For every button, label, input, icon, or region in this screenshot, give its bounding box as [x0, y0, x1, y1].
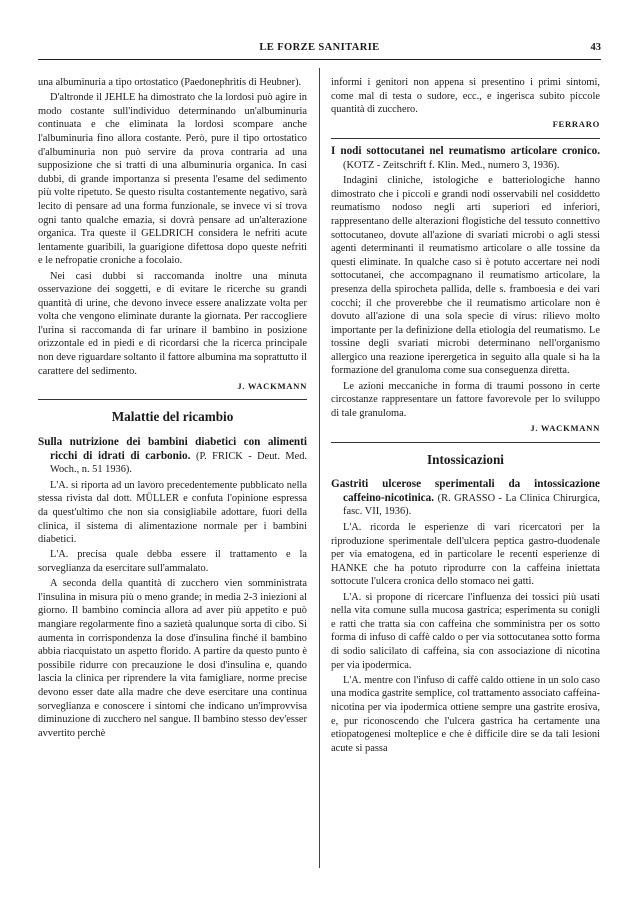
section-rule — [331, 138, 600, 139]
page-number: 43 — [590, 42, 601, 53]
article-title-text: Gastriti ulcerose sperimentali da intossicazione caffeino-nicotinica. — [331, 478, 600, 504]
author-signature: J. WACKMANN — [530, 423, 600, 434]
article-title — [331, 145, 600, 172]
article-title — [331, 478, 600, 519]
section-heading: Intossicazioni — [427, 451, 504, 467]
paragraph: L'A. ricorda le esperienze di vari ricercatori per la riproduzione sperimentale dell'ulcera peptica gastro-duodenale per via ematogena, ed in particolare le recenti esperienze di HANKE che ha potuto riprodurre con la caffeina iniettata sottocute l'ulcera cronica dello stomaco nei gatti. — [331, 522, 600, 588]
article-citation: (KOTZ - Zeitschrift f. Klin. Med., numero 3, 1936). — [343, 159, 560, 171]
paragraph: A seconda della quantità di zucchero vien somministrata l'insulina in misura più o meno grande; in media 2-3 iniezioni al giorno. Il bambino comincia allora ad aver più appetito e può mangiare regolarmente fino a sazietà qualunque sorta di cibo. Si aumenta in corrispondenza la dose d'insulina finché il bambino abbia riacquistato un aspetto florido. A partire da questo punto è possibile ridurre con precauzione le dosi d'insulina e, quando lascia la clinica per riprendere la vita famigliare, norme precise devono esser date alla madre che deve esercitare una continua sorveglianza e conoscere i sintomi che indicano un'improvvisa diminuzione di zucchero nel sangue. Il bambino stesso dev'esser avvertito perchè — [38, 578, 307, 739]
section-heading: Malattie del ricambio — [111, 409, 234, 425]
paragraph: una albuminuria a tipo ortostatico (Paedonephritis di Heubner). — [38, 77, 302, 88]
header-title: LE FORZE SANITARIE — [259, 42, 380, 53]
article-citation: (P. FRICK - Deut. Med. Woch., n. 51 1936). — [50, 450, 308, 476]
article-title-text: Sulla nutrizione dei bambini diabetici con alimenti ricchi di idrati di carbonio. — [38, 436, 307, 462]
right-column — [331, 76, 600, 757]
paragraph: D'altronde il JEHLE ha dimostrato che la lordosi può agire in modo costante sull'individuo determinando un'albuminuria continuata e che eliminata la lordosi scompare anche l'albuminuria fino allora costante. Però, pure il tipo ortostatico d'albuminuria non può servire da prova contraria ad una supposizione che si tratti di una albuminuria organica. In casi dubbi, di grande importanza si presenta l'esame del sedimento più volte ripetuto. Se questo risulta costantemente negativo, sarà lecito di pensare ad una forma funzionale, se invece vi si trova ogni tanto qualche emazia, si dovrà pensare ad un'alterazione organica. Tra queste il GELDRICH considera le nefriti acute lentamente guaribili, la guarigione difettosa dopo queste nefriti e le nefropatie croniche a focolaio. — [38, 92, 307, 267]
author-signature: FERRARO — [552, 119, 600, 130]
paragraph: L'A. si propone di ricercare l'influenza dei tossici più usati nella vita comune sulla mucosa gastrica; esperimenta su conigli e ratti che tratta sia con caffeina che somministra per os sotto forma di infuso di caffè caldo o per via sottocutanea sotto forma di sodio salicilato di caffeina, sia con associazione di nicotina per via ipodermica. — [331, 591, 600, 671]
paragraph: L'A. precisa quale debba essere il trattamento e la sorveglianza da esercitare sull'ammalato. — [38, 549, 307, 574]
header-rule — [38, 59, 601, 60]
paragraph: Le azioni meccaniche in forma di traumi possono in certe circostanze rappresentare un fattore favorevole per lo sviluppo di tale granuloma. — [331, 380, 600, 419]
left-column — [38, 76, 307, 742]
paragraph: L'A. mentre con l'infuso di caffè caldo ottiene in un solo caso una modica gastrite semplice, col trattamento associato caffeina-nicotina per via ipodermica ottiene sempre una gastrite erosiva, e, pur riconoscendo che l'ulcera gastrica ha certamente una etiopatogenesi molteplice e che è difficile dire se da tali lesioni acute si passa — [331, 674, 600, 754]
running-head — [38, 42, 601, 56]
paragraph: L'A. si riporta ad un lavoro precedentemente pubblicato nella stessa rivista dal dott. MÜLLER e confuta l'opinione espressa da quest'ultimo che non sia consigliabile adottare, fuori della clinica, il sistema di alimentazione normale per i bambini diabetici. — [38, 479, 307, 546]
paragraph: informi i genitori non appena si presentino i primi sintomi, come mal di testa o sudore, ecc., e ingerisca subito piccole quantità di zucchero. — [331, 77, 600, 116]
article-title — [38, 436, 307, 477]
paragraph: Nei casi dubbi si raccomanda inoltre una minuta osservazione dei soggetti, e di evitare le ricerche su grandi quantità di urine, che devono invece essere analizzate volta per volta che vengono eliminate durante la giornata. Per raccogliere l'urina si raccomanda di far urinare il bambino in posizione orizzontale ed in piedi e di ricordarsi che la ricerca principale non deve riguardare soltanto il fattore albumina ma soprattutto il carattere del sedimento. — [38, 270, 307, 377]
section-rule — [331, 442, 600, 443]
author-signature: J. WACKMANN — [237, 380, 307, 391]
paragraph: Indagini cliniche, istologiche e batteriologiche hanno dimostrato che i piccoli e grandi nodi osservabili nel cosiddetto reumatismo nodoso negli arti superiori ed inferiori, rappresentano delle alterazioni flogistiche del tessuto connettivo sottocutaneo, dovute all'azione di svariati microbi o agli stessi agenti determinanti il reumatismo articolare o alle tossine da questi eliminate. In qualche caso si è potuto accertare nei nodi sottocutanei, che accompagnano il reumatismo articolare, la presenza della spirocheta pallida, delle s. framboesia e dei vari cocchi; il che proverebbe che il reumatismo articolare non è dovuto all'azione di una sola specie di virus: rilievo molto importante per la definizione della etiologia del reumatismo. Le tossine degli svariati microbi determinano nell'organismo allergico una reazione iperergetica in seguito alla quale si ha la formazione del granuloma come sua conseguenza diretta. — [331, 175, 600, 377]
column-divider — [319, 68, 320, 868]
section-rule — [38, 399, 307, 400]
article-citation: (R. GRASSO - La Clinica Chirurgica, fasc. VII, 1936). — [343, 492, 601, 518]
article-title-text: I nodi sottocutanei nel reumatismo articolare cronico. — [331, 144, 600, 157]
